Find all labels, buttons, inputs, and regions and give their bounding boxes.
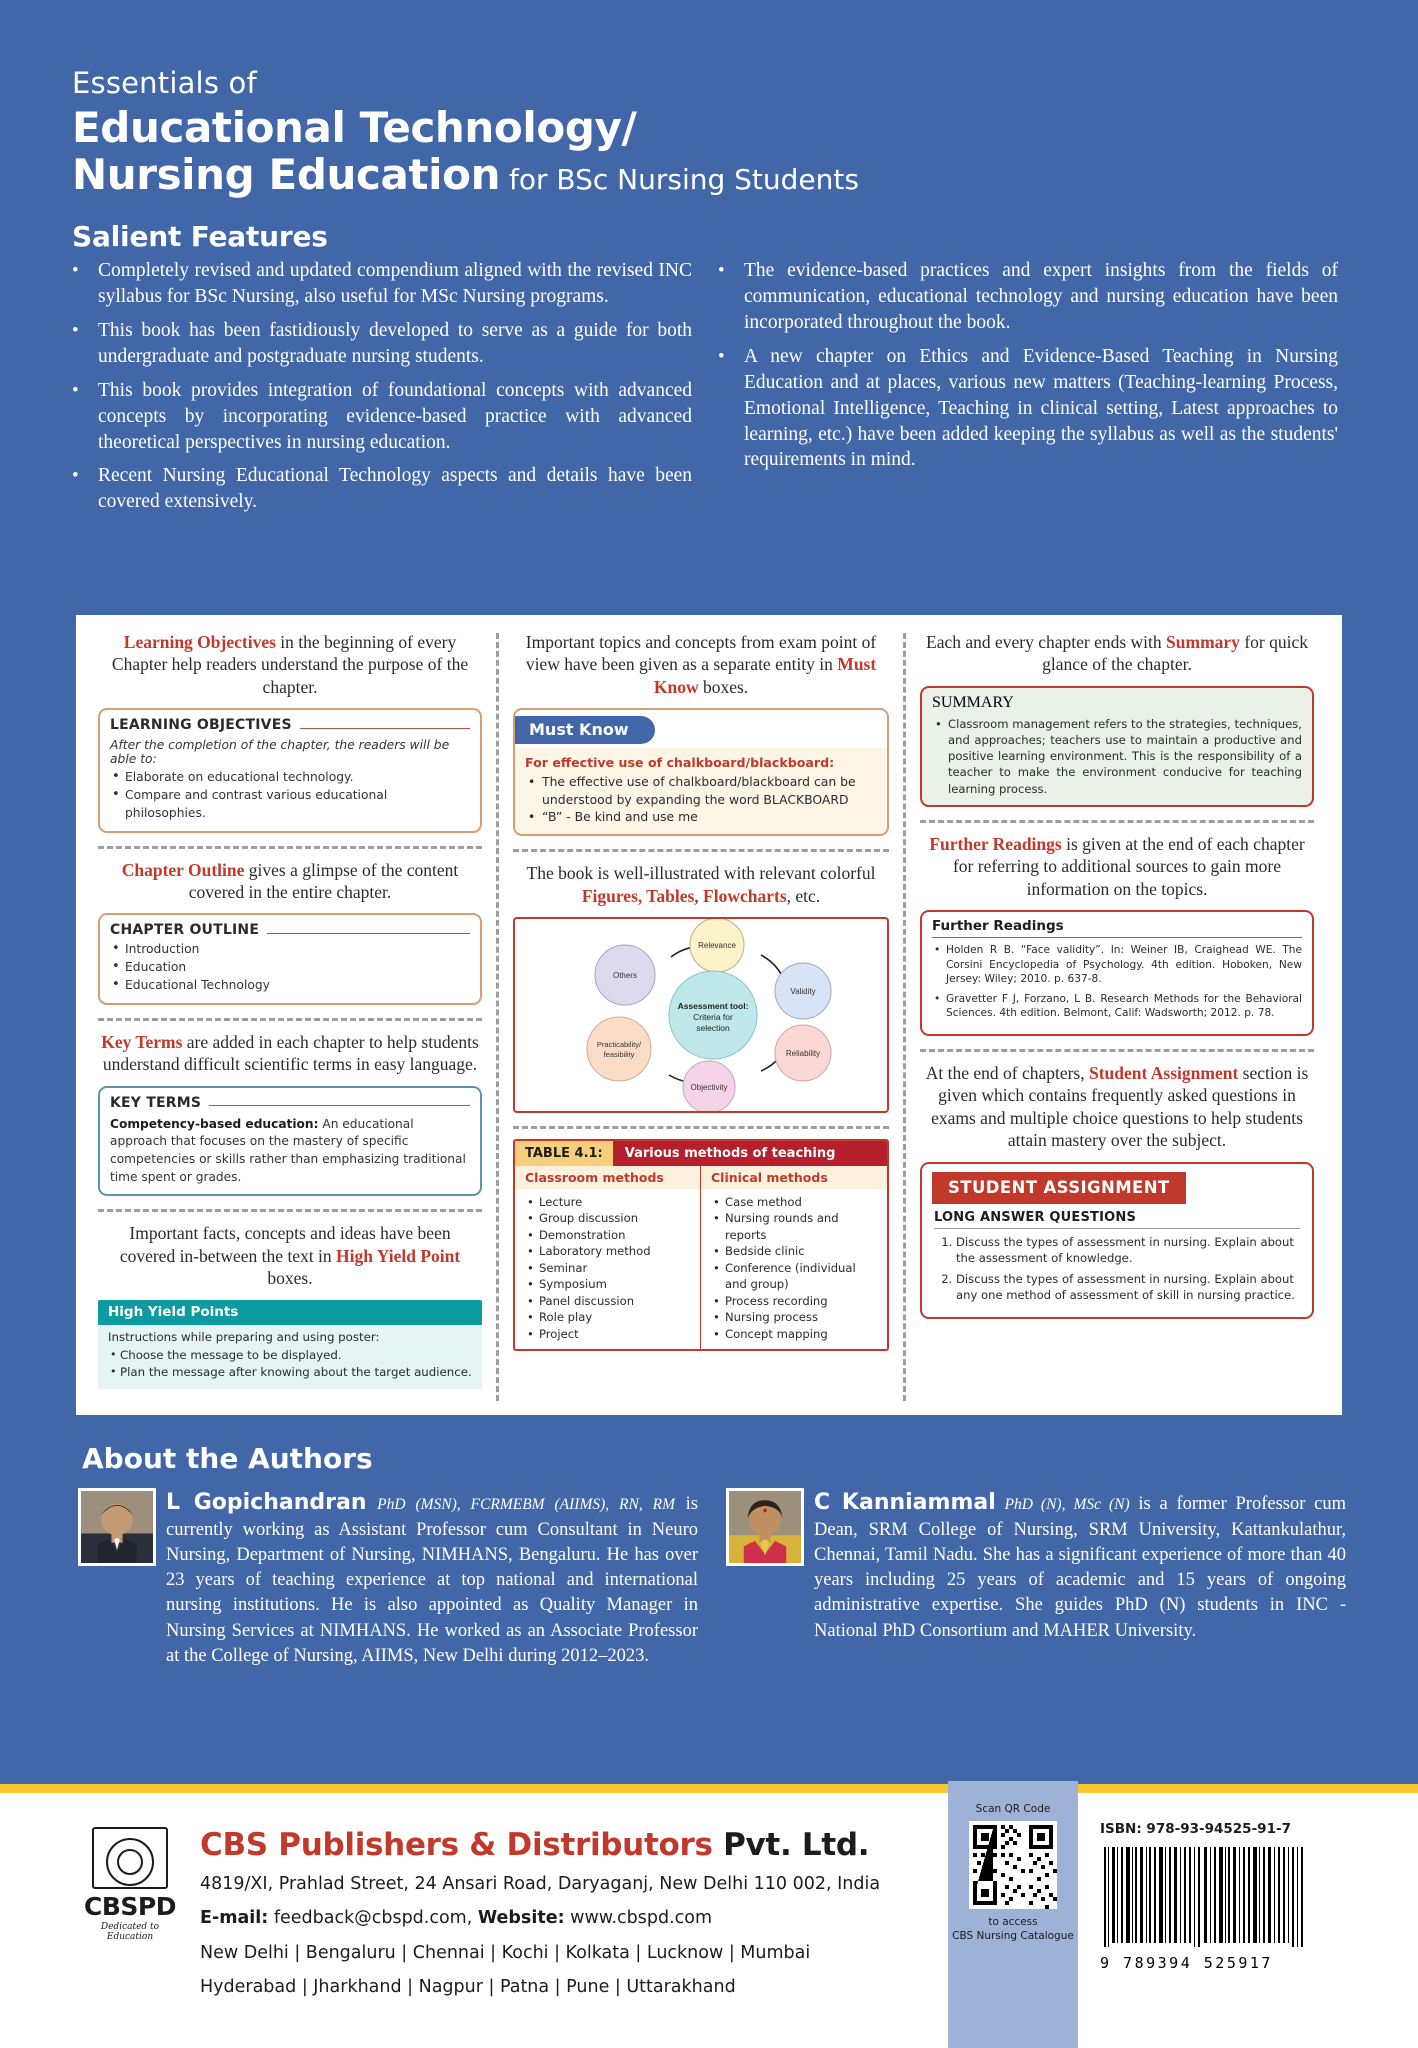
feature-item xyxy=(718,258,1338,336)
list-item: • Classroom management refers to the strategies, techniques, and approaches; teachers use to maintain a productive and positive learning environment. This is the responsibility of a teacher to make the environment conducive for teaching learning process. xyxy=(932,716,1302,797)
feature-text: The evidence-based practices and expert insights from the fields of communication, educational technology and nursing education have been incorporated throughout the book. xyxy=(744,260,1338,333)
table-column-header: Classroom methods xyxy=(515,1166,701,1189)
author-bio-text: is currently working as Assistant Professor cum Consultant in Neuro Nursing, Department of Nursing, NIMHANS, Bengaluru. He has over 23 years of teaching experience at top national and international nursing institutions. He is also appointed as Quality Manager in Nursing Services at NIMHANS. He worked as an Associate Professor at the College of Nursing, AIIMS, New Delhi during 2012–2023. xyxy=(166,1494,698,1666)
table-caption: Various methods of teaching xyxy=(613,1141,887,1166)
qr-foot-line-1: to access xyxy=(988,1916,1038,1928)
list-item: • Introduction xyxy=(110,941,470,959)
svg-text:Reliability: Reliability xyxy=(785,1049,821,1059)
key-term-label: Competency-based education: xyxy=(110,1116,319,1131)
isbn-panel xyxy=(1100,1821,1330,1972)
table-row: • Demonstration xyxy=(525,1227,692,1243)
website-value[interactable]: www.cbspd.com xyxy=(564,1908,713,1929)
cbspd-emblem-icon xyxy=(92,1827,168,1889)
bullet-icon: • xyxy=(72,260,79,281)
table-column-header: Clinical methods xyxy=(711,1170,828,1186)
feature-item xyxy=(72,378,692,456)
author-portrait-icon xyxy=(81,1491,153,1563)
list-item: • Elaborate on educational technology. xyxy=(110,769,470,787)
author-name: C Kanniammal xyxy=(814,1490,996,1515)
author-photo xyxy=(726,1488,804,1566)
about-the-authors-heading: About the Authors xyxy=(82,1442,373,1475)
caption-pre: Each and every chapter ends with xyxy=(926,632,1167,652)
table-row: • Concept mapping xyxy=(711,1326,879,1342)
table-row: • Bedside clinic xyxy=(711,1243,879,1259)
salient-features-heading: Salient Features xyxy=(72,219,328,253)
must-know-list xyxy=(525,773,877,825)
author-entry xyxy=(726,1488,1346,1669)
further-readings-box xyxy=(920,910,1314,1036)
caption-highlight: Summary xyxy=(1166,632,1240,652)
title-audience: for BSc Nursing Students xyxy=(500,162,859,196)
list-item: • Holden R B. “Face validity”. In: Weiner IB, Craighead WE. The Corsini Encyclopedia of Psychology. 4th edition. Hoboken, New Jersey: Wiley; 2010. p. 637-8. xyxy=(932,943,1302,987)
methods-table xyxy=(513,1139,889,1351)
salient-features-right-column xyxy=(718,258,1338,523)
svg-text:Assessment tool:: Assessment tool: xyxy=(677,1001,749,1012)
learning-objectives-list xyxy=(110,769,470,822)
chapter-outline-list xyxy=(110,941,470,994)
table-row: • Laboratory method xyxy=(525,1243,692,1259)
table-row: • Project xyxy=(525,1326,692,1342)
author-entry xyxy=(78,1488,698,1669)
divider xyxy=(98,846,482,849)
publisher-tagline: Dedicated to Education xyxy=(100,1922,160,1942)
email-label: E-mail: xyxy=(200,1908,269,1929)
qr-code-icon xyxy=(969,1821,1057,1909)
caption-post: boxes. xyxy=(698,676,749,697)
key-terms-box xyxy=(98,1086,482,1197)
svg-text:Practicability/: Practicability/ xyxy=(596,1040,642,1050)
feature-showcase-panel xyxy=(76,615,1342,1415)
list-item: • Education xyxy=(110,959,470,977)
bullet-icon: • xyxy=(72,379,79,401)
panel-column-left xyxy=(86,629,494,1405)
qr-code-image[interactable] xyxy=(969,1821,1057,1909)
salient-features xyxy=(72,258,1350,523)
list-item: • Compare and contrast various educational philosophies. xyxy=(110,787,470,823)
box-title-row xyxy=(110,717,470,733)
title-rule xyxy=(209,1105,470,1106)
student-assignment-list xyxy=(956,1234,1300,1304)
author-portrait-icon xyxy=(729,1491,801,1563)
title-rule xyxy=(934,1228,1300,1229)
caption-post: boxes. xyxy=(267,1268,313,1289)
list-item: • “B” - Be kind and use me xyxy=(525,808,877,825)
table-row: • Case method xyxy=(711,1194,879,1210)
feature-text: Recent Nursing Educational Technology aspects and details have been covered extensively. xyxy=(98,465,692,513)
student-assignment-caption xyxy=(922,1062,1312,1152)
publisher-cities-line-1: New Delhi | Bengaluru | Chennai | Kochi | Kolkata | Lucknow | Mumbai xyxy=(200,1942,811,1963)
publisher-contact xyxy=(200,1906,900,1931)
box-title-row xyxy=(932,694,1302,712)
svg-text:Others: Others xyxy=(612,971,638,981)
bullet-icon: • xyxy=(72,465,79,487)
feature-text: This book provides integration of foundational concepts with advanced concepts by incorporating evidence-based practice with advanced theoretical perspectives in nursing education. xyxy=(98,379,692,453)
title-rule xyxy=(932,937,1302,938)
divider xyxy=(98,1209,482,1212)
list-item: • Gravetter F J, Forzano, L B. Research Methods for the Behavioral Sciences. 4th edition. Belmont, Calif: Wadsworth; 2012. p. 78. xyxy=(932,992,1302,1021)
divider xyxy=(98,1018,482,1021)
list-item: • The effective use of chalkboard/blackboard can be understood by expanding the word BLACKBOARD xyxy=(525,773,877,808)
table-row: • Seminar xyxy=(525,1260,692,1276)
learning-objectives-caption xyxy=(100,631,480,698)
publisher-name-main: CBS Publishers & Distributors xyxy=(200,1827,713,1863)
title-rule xyxy=(300,728,470,729)
must-know-pill: Must Know xyxy=(515,716,655,744)
divider xyxy=(920,820,1314,823)
book-title xyxy=(72,104,1362,198)
list-item: 2. Discuss the types of assessment in nursing. Explain about any one method of assessment of skill in nursing practice. xyxy=(956,1271,1300,1303)
author-name: L Gopichandran xyxy=(166,1490,367,1515)
box-title: LEARNING OBJECTIVES xyxy=(110,717,292,734)
publisher-abbreviation: CBSPD xyxy=(84,1892,176,1921)
ean-digits: 9 789394 525917 xyxy=(1100,1954,1273,1972)
ean13-barcode-icon xyxy=(1100,1843,1310,1951)
caption-rest: are added in each chapter to help students understand difficult scientific terms in easy language. xyxy=(102,1031,479,1075)
publisher-name-suffix: Pvt. Ltd. xyxy=(712,1827,870,1863)
key-terms-caption xyxy=(100,1031,480,1076)
high-yield-bar-title: High Yield Points xyxy=(98,1300,482,1325)
table-row: • Nursing process xyxy=(711,1309,879,1325)
high-yield-caption xyxy=(100,1222,480,1289)
list-item: • Educational Technology xyxy=(110,977,470,995)
box-title: Further Readings xyxy=(932,918,1064,935)
isbn-text: ISBN: 978-93-94525-91-7 xyxy=(1100,1821,1291,1837)
feature-item xyxy=(72,318,692,370)
summary-caption xyxy=(922,631,1312,676)
figures-caption xyxy=(515,862,887,907)
divider xyxy=(513,1126,889,1129)
vertical-divider xyxy=(903,633,906,1401)
eyebrow-text: Essentials of xyxy=(72,66,257,100)
feature-text: Completely revised and updated compendium aligned with the revised INC syllabus for BSc Nursing, also useful for MSc Nursing programs. xyxy=(98,260,692,307)
qr-footer-text xyxy=(948,1915,1078,1943)
title-line-1: Educational Technology/ xyxy=(72,102,637,152)
author-credentials: PhD (MSN), FCRMEBM (AIIMS), RN, RM xyxy=(377,1496,675,1513)
student-assignment-box xyxy=(920,1162,1314,1319)
caption-post: , etc. xyxy=(786,885,821,906)
student-assignment-subheading: LONG ANSWER QUESTIONS xyxy=(934,1209,1137,1225)
panel-column-middle xyxy=(501,629,901,1405)
title-block xyxy=(72,68,1362,253)
qr-code-panel xyxy=(948,1781,1078,2048)
svg-text:feasibility: feasibility xyxy=(603,1050,635,1060)
caption-pre: At the end of chapters, xyxy=(925,1063,1089,1084)
caption-highlight: Student Assignment xyxy=(1089,1063,1239,1084)
publisher-address: 4819/XI, Prahlad Street, 24 Ansari Road, Daryaganj, New Delhi 110 002, India xyxy=(200,1874,881,1894)
box-title: CHAPTER OUTLINE xyxy=(110,922,260,939)
website-label: Website: xyxy=(477,1908,565,1929)
svg-text:Relevance: Relevance xyxy=(698,941,736,951)
table-row: • Process recording xyxy=(711,1293,879,1309)
summary-list xyxy=(932,716,1302,797)
bubble-diagram-figure xyxy=(513,917,889,1113)
email-value[interactable]: feedback@cbspd.com, xyxy=(268,1908,478,1929)
yellow-rule xyxy=(0,1784,1418,1793)
table-row: • Panel discussion xyxy=(525,1293,692,1309)
table-number: TABLE 4.1: xyxy=(515,1141,613,1166)
title-rule xyxy=(267,933,470,934)
author-bio xyxy=(814,1488,1346,1669)
table-row: • Conference (individual and group) xyxy=(711,1260,879,1293)
high-yield-lead: Instructions while preparing and using poster: xyxy=(108,1329,380,1344)
table-row: • Role play xyxy=(525,1309,692,1325)
author-photo xyxy=(78,1488,156,1566)
box-title-row xyxy=(110,922,470,938)
title-line-2: Nursing Education xyxy=(72,149,501,199)
must-know-heading: For effective use of chalkboard/blackboard: xyxy=(525,755,835,771)
bullet-icon: • xyxy=(718,345,725,367)
caption-post: section is given which contains frequently asked questions in exams and multiple choice questions to help students attain mastery over the subject. xyxy=(931,1063,1309,1151)
further-readings-caption xyxy=(922,833,1312,900)
caption-highlight: Learning Objectives xyxy=(123,632,276,652)
learning-objectives-box xyxy=(98,708,482,832)
feature-item xyxy=(72,258,692,310)
table-row: • Group discussion xyxy=(525,1210,692,1226)
must-know-caption xyxy=(515,631,887,698)
caption-highlight: Chapter Outline xyxy=(121,859,245,880)
box-title: KEY TERMS xyxy=(110,1094,202,1111)
assessment-tool-diagram xyxy=(515,919,887,1111)
caption-rest: is given at the end of each chapter for referring to additional sources to gain more information on the topics. xyxy=(952,833,1305,899)
list-item: • Plan the message after knowing about the target audience. xyxy=(108,1364,472,1381)
publisher-footer xyxy=(0,1793,1418,2048)
caption-pre: Important topics and concepts from exam point of view have been given as a separate entity in xyxy=(525,632,877,675)
high-yield-list xyxy=(108,1347,472,1381)
divider xyxy=(513,849,889,852)
caption-rest: gives a glimpse of the content covered in the entire chapter. xyxy=(188,859,459,903)
feature-text: This book has been fastidiously developed to serve as a guide for both undergraduate and postgraduate nursing students. xyxy=(98,319,692,367)
table-column-clinical xyxy=(701,1189,887,1349)
table-row: • Nursing rounds and reports xyxy=(711,1210,879,1243)
box-subtitle: After the completion of the chapter, the readers will be able to: xyxy=(110,738,450,767)
table-row: • Symposium xyxy=(525,1276,692,1292)
author-bio xyxy=(166,1488,698,1669)
barcode-image xyxy=(1100,1843,1310,1951)
bullet-icon: • xyxy=(72,319,79,341)
caption-highlight: Figures, Tables, Flowcharts xyxy=(581,885,787,906)
caption-highlight: Further Readings xyxy=(929,833,1062,854)
caption-pre: The book is well-illustrated with relevant colorful xyxy=(526,863,876,884)
caption-highlight: Key Terms xyxy=(101,1031,183,1052)
svg-text:Objectivity: Objectivity xyxy=(690,1083,728,1093)
feature-text: A new chapter on Ethics and Evidence-Based Teaching in Nursing Education and at places, various new matters (Teaching-learning Process, Emotional Intelligence, Teaching in clinical setting, Latest approaches to learning, etc.) have been added keeping the syllabus as well as the students' requirements in mind. xyxy=(744,345,1338,471)
publisher-name xyxy=(200,1827,900,1863)
author-bio-text: is a former Professor cum Dean, SRM College of Nursing, SRM University, Kattankulathur, Chennai, Tamil Nadu. She has a significant experience of more than 40 years including 25 years of academic and 15 years of ongoing administrative expertise. She guides PhD (N) students in INC - National PhD Consortium and MAHER University. xyxy=(814,1494,1346,1641)
feature-item xyxy=(718,344,1338,474)
panel-column-right xyxy=(908,629,1326,1405)
caption-pre: Important facts, concepts and ideas have been covered in-between the text in xyxy=(119,1223,451,1266)
high-yield-points-box xyxy=(98,1300,482,1389)
summary-box xyxy=(920,686,1314,807)
qr-foot-line-2: CBS Nursing Catalogue xyxy=(952,1930,1074,1943)
about-the-authors xyxy=(78,1488,1356,1669)
list-item: 1. Discuss the types of assessment in nursing. Explain about the assessment of knowledge. xyxy=(956,1234,1300,1266)
caption-rest: in the beginning of every Chapter help readers understand the purpose of the chapter. xyxy=(111,632,469,697)
svg-text:Validity: Validity xyxy=(790,987,816,997)
divider xyxy=(920,1049,1314,1052)
student-assignment-banner: STUDENT ASSIGNMENT xyxy=(932,1172,1186,1204)
caption-highlight: Must Know xyxy=(653,654,877,697)
publisher-logo xyxy=(82,1827,178,1942)
salient-features-left-column xyxy=(72,258,692,523)
svg-text:Criteria for: Criteria for xyxy=(693,1012,733,1023)
bullet-icon: • xyxy=(718,260,725,281)
list-item: • Choose the message to be displayed. xyxy=(108,1347,472,1364)
publisher-details xyxy=(200,1827,900,2001)
further-readings-list xyxy=(932,943,1302,1021)
caption-post: for quick glance of the chapter. xyxy=(1042,632,1308,675)
chapter-outline-caption xyxy=(100,859,480,904)
qr-caption: Scan QR Code xyxy=(975,1803,1051,1815)
svg-text:selection: selection xyxy=(696,1023,730,1034)
table-column-classroom xyxy=(515,1189,701,1349)
key-term-definition xyxy=(110,1116,470,1187)
box-title-row xyxy=(110,1095,470,1111)
caption-highlight: High Yield Point xyxy=(336,1245,461,1266)
table-row: • Lecture xyxy=(525,1194,692,1210)
chapter-outline-box xyxy=(98,913,482,1004)
must-know-box xyxy=(513,708,889,836)
author-credentials: PhD (N), MSc (N) xyxy=(1004,1496,1130,1513)
publisher-cities-line-2: Hyderabad | Jharkhand | Nagpur | Patna | Pune | Uttarakhand xyxy=(200,1977,736,1998)
vertical-divider xyxy=(496,633,499,1401)
key-term-text: An educational approach that focuses on the mastery of specific competencies or skills rather than emphasizing traditional time spent or grades. xyxy=(110,1116,466,1184)
box-title: SUMMARY xyxy=(932,693,1014,711)
feature-item xyxy=(72,463,692,515)
